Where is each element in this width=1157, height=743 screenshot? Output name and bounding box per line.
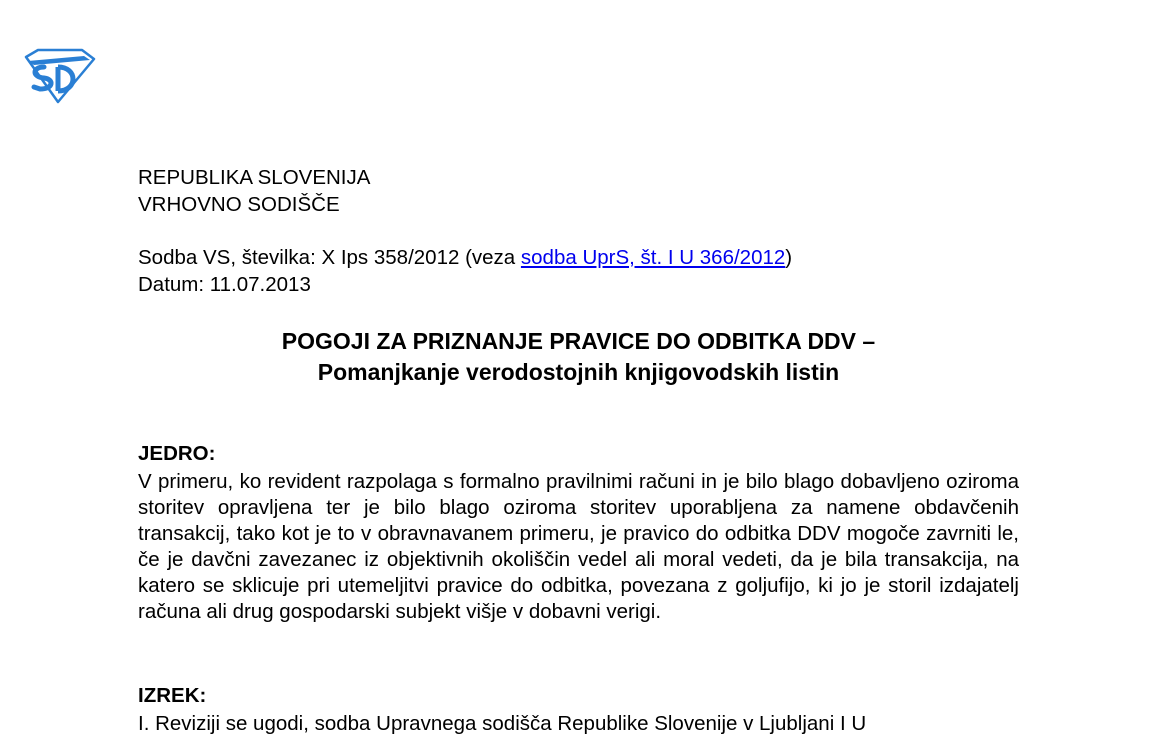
izrek-paragraph: I. Reviziji se ugodi, sodba Upravnega sodišča Republike Slovenije v Ljubljani I U bbox=[138, 712, 867, 735]
country-name: REPUBLIKA SLOVENIJA bbox=[138, 166, 371, 189]
court-name: VRHOVNO SODIŠČE bbox=[138, 193, 340, 216]
decision-date: Datum: 11.07.2013 bbox=[138, 273, 311, 296]
document-subtitle: Pomanjkanje verodostojnih knjigovodskih listin bbox=[317, 359, 840, 385]
related-judgment-link[interactable]: sodba UprS, št. I U 366/2012 bbox=[520, 246, 786, 269]
document-title: POGOJI ZA PRIZNANJE PRAVICE DO ODBITKA DDV – bbox=[281, 328, 876, 354]
jedro-heading: JEDRO: bbox=[138, 442, 216, 465]
court-logo-icon bbox=[22, 47, 96, 105]
case-reference bbox=[138, 245, 792, 271]
izrek-heading: IZREK: bbox=[138, 684, 207, 707]
case-reference-close: ) bbox=[785, 246, 793, 269]
case-number: Sodba VS, številka: X Ips 358/2012 (veza bbox=[138, 246, 521, 269]
jedro-paragraph: V primeru, ko revident razpolaga s formalno pravilnimi računi in je bilo blago dobavljeno oziroma storitev opravljena ter je bilo blago oziroma storitev uporabljena za namene obdavčenih transakcij, tako kot je to v obravnavanem primeru, je pravico do odbitka DDV mogoče zavrniti le, če je davčni zavezanec iz objektivnih okoliščin vedel ali moral vedeti, da je bila transakcija, na katero se sklicuje pri utemeljitvi pravice do odbitka, povezana z goljufijo, ki jo je storil izdajatelj računa ali drug gospodarski subjekt višje v dobavni verigi. bbox=[138, 470, 1019, 624]
